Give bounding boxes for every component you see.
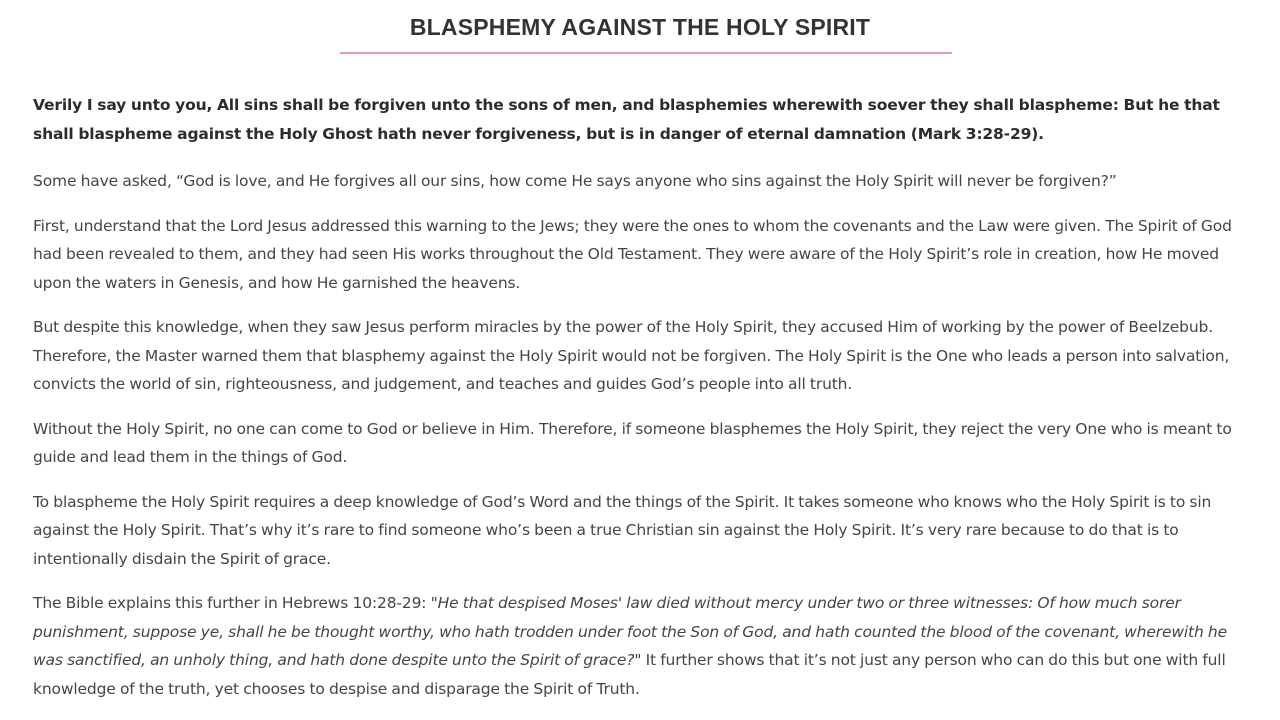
paragraph-hebrews [33, 589, 1255, 703]
hebrews-intro: The Bible explains this further in Hebrews 10:28-29: [33, 594, 431, 612]
hebrews-outro: It further shows that it’s not just any person who can do this but one with full knowledge of the truth, yet chooses to despise and disparage the Spirit of Truth. [33, 651, 1226, 698]
title-container [0, 12, 1280, 42]
hebrews-quote: "He that despised Moses' law died without mercy under two or three witnesses: Of how much sorer punishment, suppose ye, shall he be thought worthy, who hath trodden under foot the Son of God, and hath counted the blood of the covenant, wherewith he was sanctified, an unholy thing, and hath done despite unto the Spirit of grace?" [33, 594, 1227, 669]
paragraph-without-spirit: Without the Holy Spirit, no one can come to God or believe in Him. Therefore, if someone blasphemes the Holy Spirit, they reject the very One who is meant to guide and lead them in the things of God. [33, 419, 1232, 466]
paragraph-question: Some have asked, “God is love, and He forgives all our sins, how come He says anyone who sins against the Holy Spirit will never be forgiven?” [33, 172, 1117, 190]
article-body [33, 91, 1255, 719]
page-title: BLASPHEMY AGAINST THE HOLY SPIRIT [409, 14, 871, 40]
scripture-quote: Verily I say unto you, All sins shall be forgiven unto the sons of men, and blasphemies wherewith soever they shall blaspheme: But he that shall blaspheme against the Holy Ghost hath never forgiveness, but is in danger of eternal damnation (Mark 3:28-29). [33, 96, 1220, 143]
paragraph-deep-knowledge: To blaspheme the Holy Spirit requires a deep knowledge of God’s Word and the things of the Spirit. It takes someone who knows who the Holy Spirit is to sin against the Holy Spirit. That’s why it’s rare to find someone who’s been a true Christian sin against the Holy Spirit. It’s very rare because to do that is to intentionally disdain the Spirit of grace. [33, 492, 1212, 568]
paragraph-beelzebub: But despite this knowledge, when they saw Jesus perform miracles by the power of the Holy Spirit, they accused Him of working by the power of Beelzebub. Therefore, the Master warned them that blasphemy against the Holy Spirit would not be forgiven. The Holy Spirit is the One who leads a person into salvation, convicts the world of sin, righteousness, and judgement, and teaches and guides God’s people into all truth. [33, 318, 1230, 393]
title-underline-divider [340, 52, 952, 54]
paragraph-jews-warning: First, understand that the Lord Jesus addressed this warning to the Jews; they were the ones to whom the covenants and the Law were given. The Spirit of God had been revealed to them, and they had seen His works throughout the Old Testament. They were aware of the Holy Spirit’s role in creation, how He moved upon the waters in Genesis, and how He garnished the heavens. [33, 216, 1232, 292]
